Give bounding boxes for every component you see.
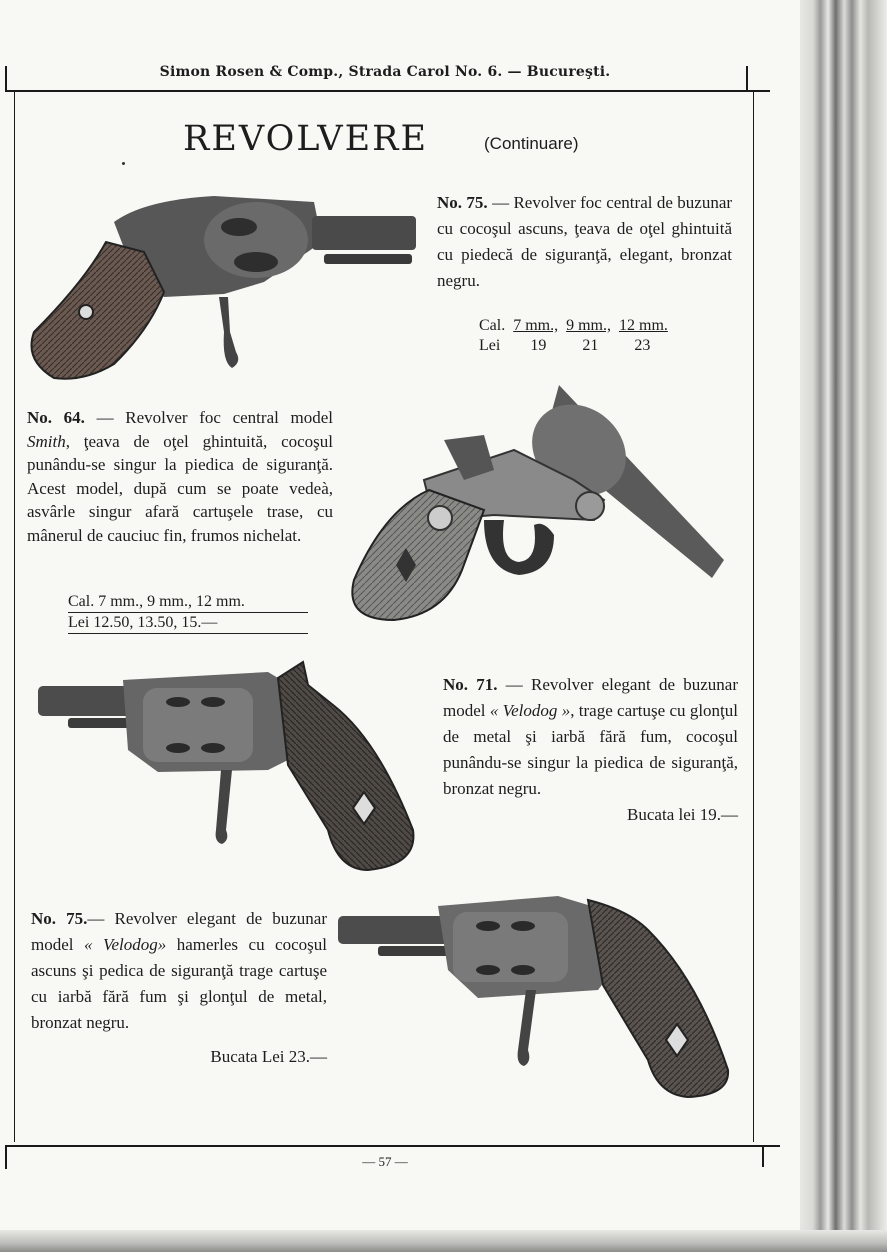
item-number: No. 71. bbox=[443, 675, 498, 694]
lei-value: 23 bbox=[634, 337, 651, 354]
page-number: — 57 — bbox=[362, 1154, 408, 1169]
lei-label: Lei bbox=[479, 337, 501, 354]
lei-value: 21 bbox=[582, 337, 599, 354]
item-text: , trage cartuşe cu glonţul de metal şi iarbă fără fum, cocoşul punându-se singur la piedica de siguranţă, bronzat negru. bbox=[443, 701, 739, 798]
item-text: — Revolver elegant de buzunar model bbox=[31, 909, 327, 954]
cal-line: Cal. 7 mm., 9 mm., 12 mm. bbox=[68, 592, 308, 613]
item-75-price-table bbox=[479, 316, 719, 356]
frame-left-rule bbox=[14, 92, 15, 1142]
cal-value: 12 mm. bbox=[619, 317, 668, 334]
item-number: No. 75. bbox=[437, 193, 488, 212]
item-number: No. 64. bbox=[27, 408, 85, 427]
item-64-price-table bbox=[68, 592, 308, 634]
item-64-description bbox=[27, 406, 333, 547]
item-71-price: Bucata lei 19.— bbox=[627, 805, 738, 824]
cal-label: Cal. bbox=[479, 317, 506, 334]
page-bottom-edge bbox=[0, 1230, 887, 1252]
frame-top-rule bbox=[5, 90, 770, 92]
item-75b-description bbox=[31, 906, 327, 1070]
page-subtitle: (Continuare) bbox=[484, 134, 579, 153]
item-number: No. 75. bbox=[31, 909, 88, 928]
item-75-description bbox=[437, 190, 732, 294]
item-text: , ţeava de oţel ghintuită, cocoşul punându-se singur la piedica de siguranţă. Acest model, după cum se poate vedeà, asvârle singur afară cartuşele trase, cu mânerul de cauciuc fin, frumos nichelat. bbox=[27, 431, 333, 545]
lei-value: 19 bbox=[530, 337, 547, 354]
lei-line: Lei 12.50, 13.50, 15.— bbox=[68, 613, 308, 634]
frame-bottom-rule bbox=[5, 1145, 780, 1147]
model-name: « Velodog » bbox=[489, 701, 571, 720]
cal-value: 7 mm., bbox=[513, 317, 559, 334]
frame-right-rule bbox=[753, 92, 754, 1142]
page-title: REVOLVERE bbox=[183, 119, 429, 159]
item-text: — Revolver foc central model bbox=[84, 408, 333, 427]
revolver-smith-icon bbox=[344, 380, 729, 625]
item-75b-price: Bucata Lei 23.— bbox=[210, 1047, 327, 1066]
model-name: « Velodog» bbox=[83, 935, 167, 954]
revolver-hammerless-icon bbox=[24, 182, 419, 382]
item-text: hamerles cu cocoşul ascuns şi pedica de siguranţă trage cartuşe cu iarbă fără fum şi glonţul de metal, bronzat negru. bbox=[31, 935, 327, 1032]
cal-value: 9 mm., bbox=[566, 317, 611, 334]
model-name: Smith bbox=[27, 431, 66, 451]
page-header: Simon Rosen & Comp., Strada Carol No. 6. — Bucureşti. bbox=[159, 64, 611, 80]
item-text: — Revolver foc central de buzunar cu cocoşul ascuns, ţeava de oţel ghintuită cu piedecă de siguranţă, elegant, bronzat negru. bbox=[437, 193, 733, 290]
item-text: — Revolver elegant de buzunar model bbox=[443, 675, 738, 720]
book-binding-edge bbox=[792, 0, 887, 1252]
revolver-velodog-icon bbox=[38, 660, 420, 872]
item-71-description bbox=[443, 672, 738, 828]
print-speck bbox=[122, 162, 125, 165]
revolver-velodog-hammerless-icon bbox=[338, 890, 733, 1100]
